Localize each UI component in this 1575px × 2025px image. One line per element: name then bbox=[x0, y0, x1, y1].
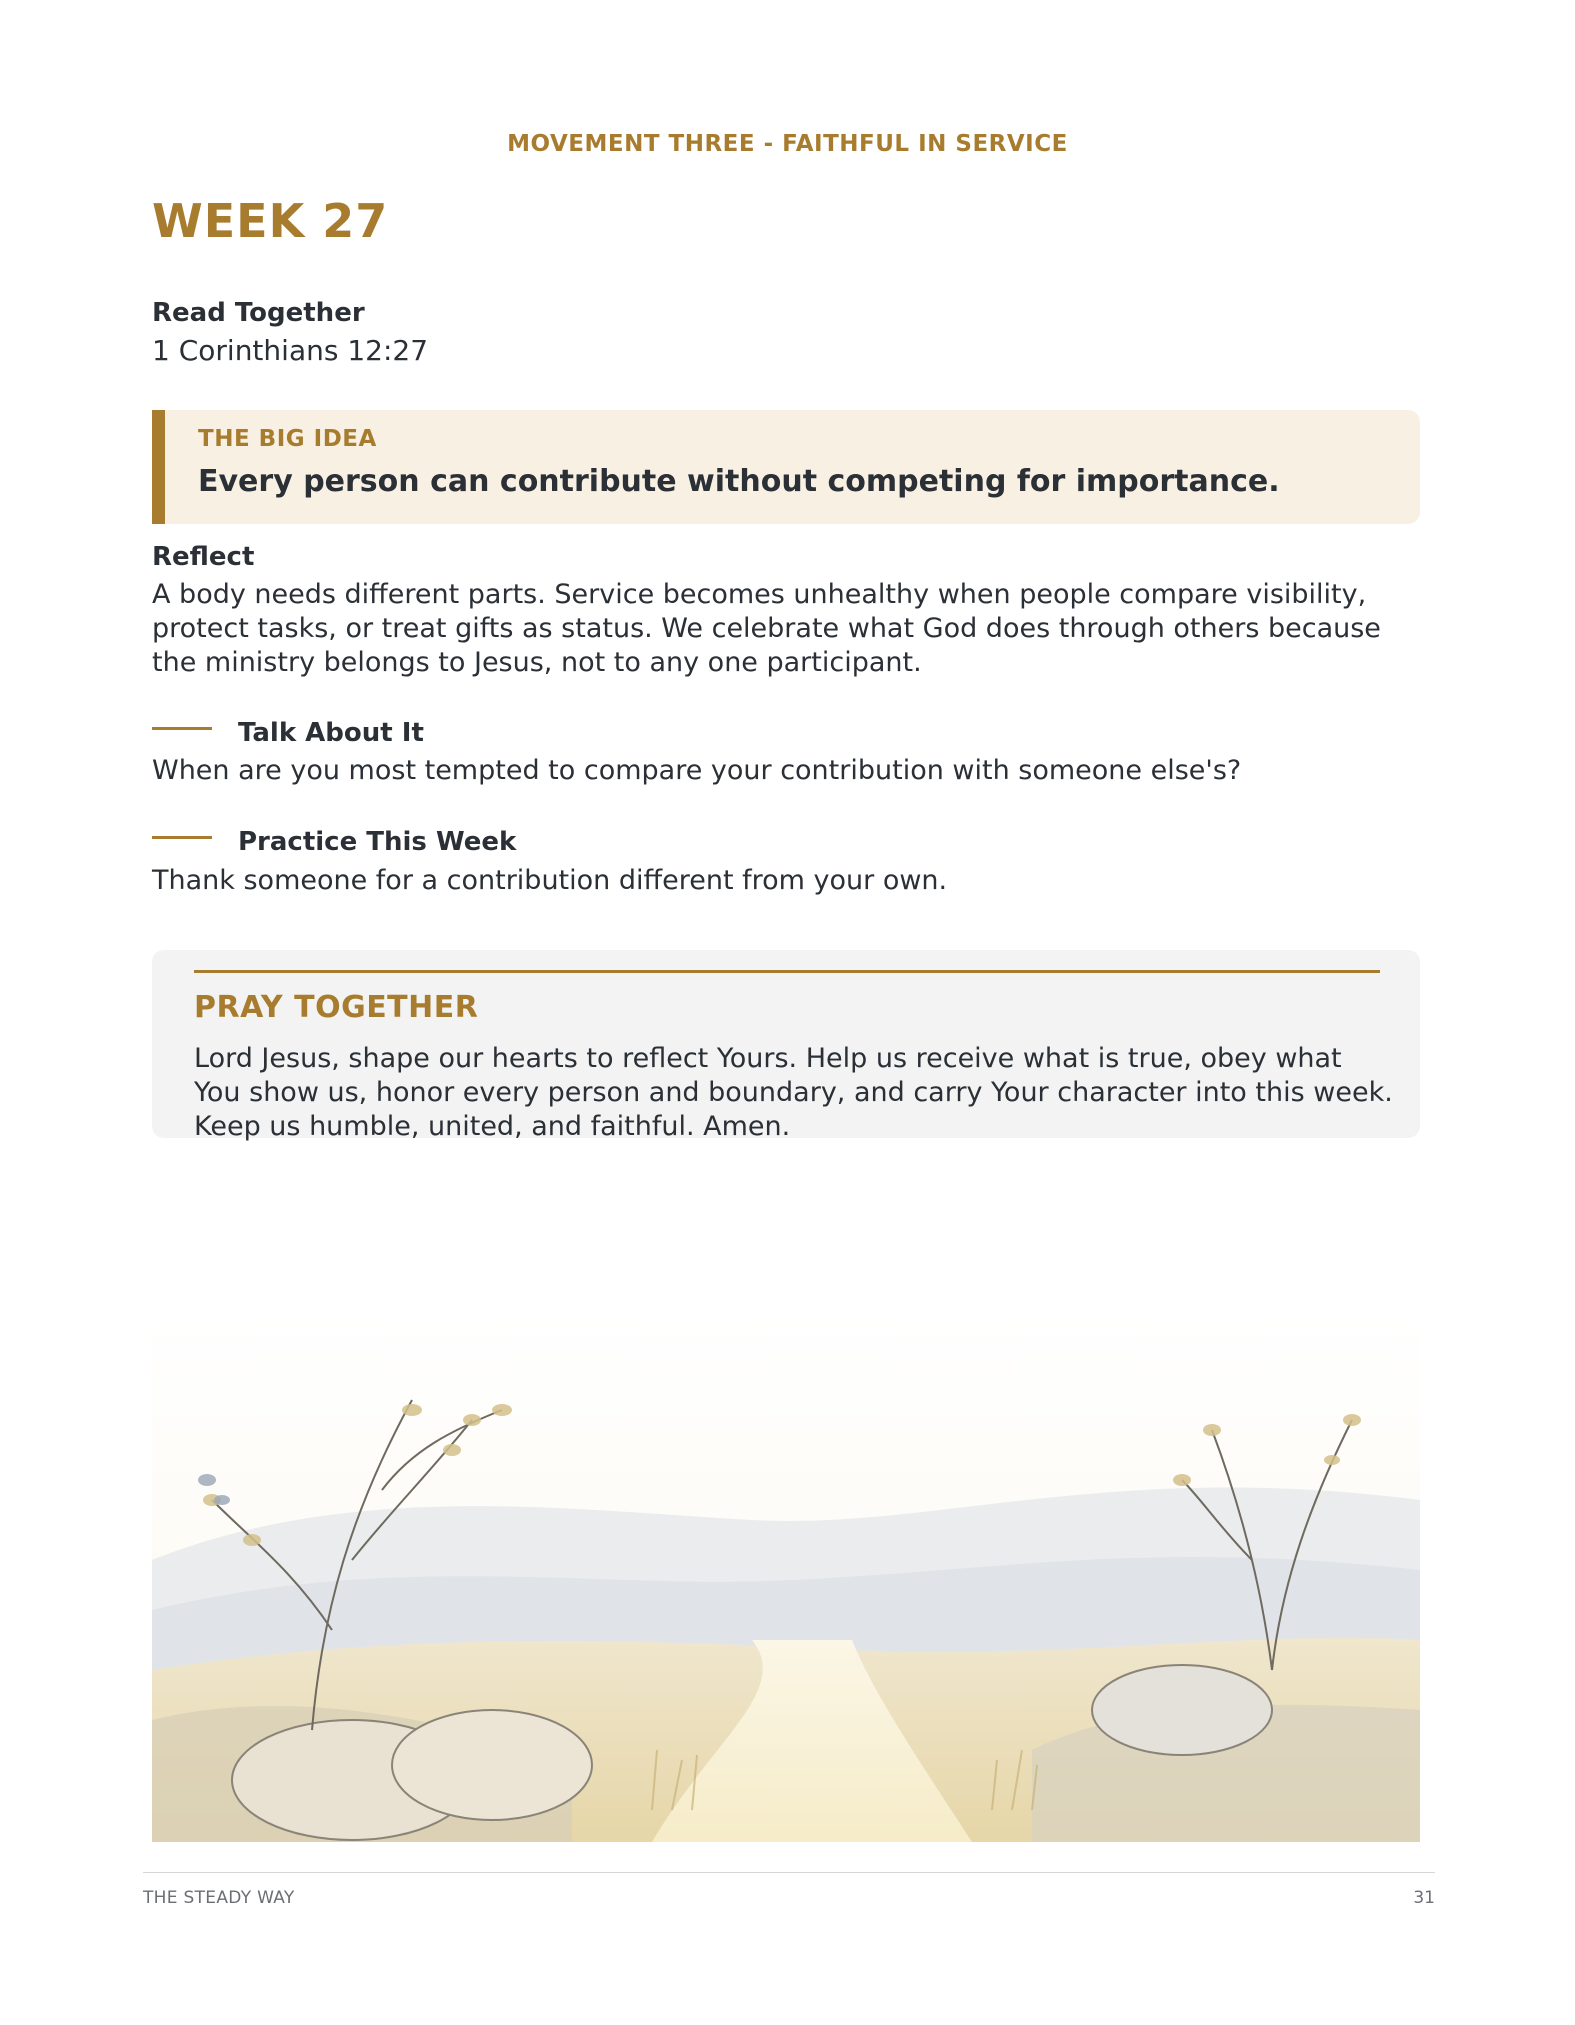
pray-together-box bbox=[152, 950, 1420, 1142]
landscape-illustration bbox=[152, 1310, 1420, 1842]
reflect-text: A body needs different parts. Service becomes unhealthy when people compare visibility, protect tasks, or treat gifts as status. We celebrate what God does through others because the ministry belongs to Jesus, not to any one participant. bbox=[152, 579, 1381, 678]
big-idea-text: Every person can contribute without competing for importance. bbox=[198, 464, 1280, 499]
pray-together-rule bbox=[194, 970, 1380, 973]
big-idea-accent-bar bbox=[152, 410, 165, 524]
footer-page-number: 31 bbox=[1413, 1888, 1435, 1908]
pray-together-title: PRAY TOGETHER bbox=[194, 990, 479, 1025]
week-title: WEEK 27 bbox=[152, 194, 389, 248]
watercolor-landscape-image bbox=[152, 1310, 1420, 1842]
prayer-text: Lord Jesus, shape our hearts to reflect Yours. Help us receive what is true, obey what You show us, honor every person and boundary, and carry Your character into this week. Keep us humble, united, and faithful. Amen. bbox=[194, 1043, 1393, 1142]
read-together-label: Read Together bbox=[152, 298, 365, 328]
practice-text: Thank someone for a contribution different from your own. bbox=[152, 865, 948, 896]
talk-about-it-label: Talk About It bbox=[238, 718, 424, 748]
talk-about-it-text: When are you most tempted to compare your contribution with someone else's? bbox=[152, 755, 1242, 786]
reflect-label: Reflect bbox=[152, 542, 255, 572]
scripture-reference: 1 Corinthians 12:27 bbox=[152, 334, 429, 367]
footer-divider bbox=[143, 1872, 1435, 1873]
big-idea-label: THE BIG IDEA bbox=[198, 426, 377, 452]
big-idea-callout bbox=[152, 410, 1420, 524]
practice-divider bbox=[152, 836, 212, 839]
practice-label: Practice This Week bbox=[238, 827, 517, 857]
footer-book-title: THE STEADY WAY bbox=[143, 1888, 295, 1908]
talk-about-it-divider bbox=[152, 727, 212, 730]
movement-heading: MOVEMENT THREE - FAITHFUL IN SERVICE bbox=[507, 131, 1068, 157]
